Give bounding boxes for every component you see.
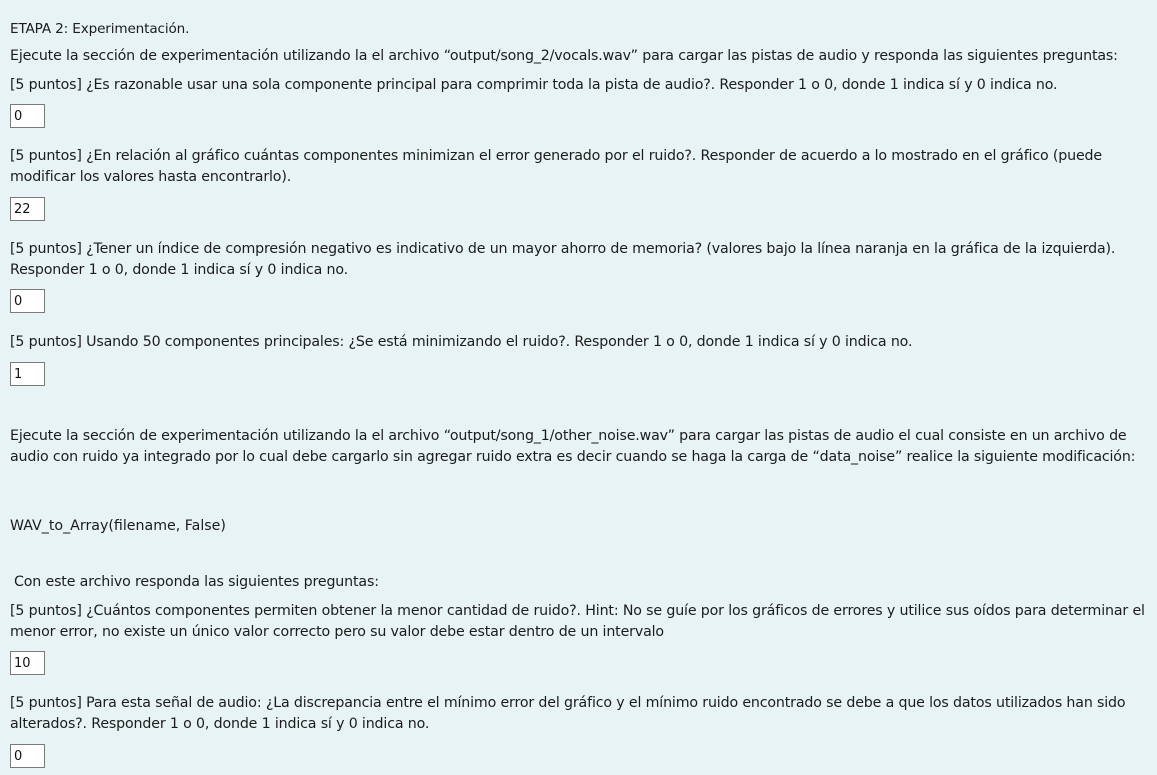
question-3-text: [5 puntos] ¿Tener un índice de compresión negativo es indicativo de un mayor ahorro de memoria? (valores bajo la línea naranja en la gráfica de la izquierda). Responder 1 o 0, donde 1 indica sí y 0 indica no. bbox=[10, 241, 1116, 278]
stage-title: ETAPA 2: Experimentación. bbox=[10, 21, 190, 37]
question-4-text: [5 puntos] Usando 50 componentes principales: ¿Se está minimizando el ruido?. Responder 1 o 0, donde 1 indica sí y 0 indica no. bbox=[10, 334, 913, 350]
question-2-text: [5 puntos] ¿En relación al gráfico cuántas componentes minimizan el error generado por el ruido?. Responder de acuerdo a lo mostrado en el gráfico (puede modificar los valores hasta encontrarlo). bbox=[10, 148, 1102, 185]
answer-6-input[interactable] bbox=[10, 744, 45, 768]
section2-lead: Con este archivo responda las siguientes preguntas: bbox=[14, 574, 379, 590]
answer-5-input[interactable] bbox=[10, 651, 45, 675]
answer-3-input[interactable] bbox=[10, 289, 45, 313]
section1-intro: Ejecute la sección de experimentación utilizando la el archivo “output/song_2/vocals.wav” para cargar las pistas de audio y responda las siguientes preguntas: bbox=[10, 48, 1118, 64]
answer-2-input[interactable] bbox=[10, 197, 45, 221]
question-6-text: [5 puntos] Para esta señal de audio: ¿La discrepancia entre el mínimo error del gráfico y el mínimo ruido encontrado se debe a que los datos utilizados han sido alterados?. Responder 1 o 0, donde 1 indica sí y 0 indica no. bbox=[10, 695, 1126, 732]
answer-1-input[interactable] bbox=[10, 104, 45, 128]
question-1-text: [5 puntos] ¿Es razonable usar una sola componente principal para comprimir toda la pista de audio?. Responder 1 o 0, donde 1 indica sí y 0 indica no. bbox=[10, 77, 1058, 93]
section2-intro: Ejecute la sección de experimentación utilizando la el archivo “output/song_1/other_noise.wav” para cargar las pistas de audio el cual consiste en un archivo de audio con ruido ya integrado por lo cual debe cargarlo sin agregar ruido extra es decir cuando se haga la carga de “data_noise” realice la siguiente modificación: bbox=[10, 428, 1136, 465]
question-5-text: [5 puntos] ¿Cuántos componentes permiten obtener la menor cantidad de ruido?. Hint: No se guíe por los gráficos de errores y utilice sus oídos para determinar el menor error, no existe un único valor correcto pero su valor debe estar dentro de un intervalo bbox=[10, 603, 1145, 640]
answer-4-input[interactable] bbox=[10, 362, 45, 386]
code-snippet: WAV_to_Array(filename, False) bbox=[10, 518, 226, 534]
